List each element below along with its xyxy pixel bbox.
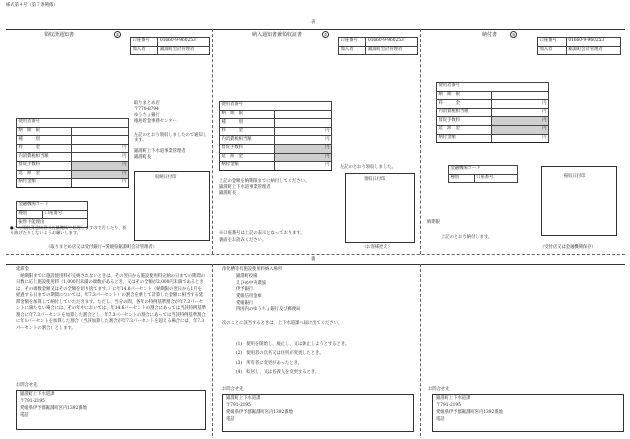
- yen-unit: 円: [72, 170, 129, 179]
- sheet2-back-note-2: 裏面をお読みください。: [219, 238, 267, 243]
- front-top-border: [6, 29, 625, 30]
- account-number: 01660-9-960253: [366, 38, 418, 47]
- inquiry-label-3: お問合せ先: [428, 387, 450, 392]
- account-label: 口座番号: [339, 38, 366, 47]
- row-label: 督促手数料: [17, 161, 72, 170]
- late-title: 延滞金: [16, 267, 29, 272]
- postal: 〒791-2195: [436, 402, 461, 408]
- account-label: 口座番号: [131, 38, 158, 47]
- sheet2-stamp-label: 領収日付印: [364, 177, 386, 182]
- sheet1-stamp-label: 収納日付印: [155, 175, 177, 180]
- pay-places-list: [236, 274, 300, 314]
- row-label: 納 期 限: [17, 127, 72, 136]
- address: 愛媛県伊予郡鋸淵町宮内1392番地: [20, 405, 87, 411]
- sheet1-stamp-box: [134, 171, 210, 241]
- dept: 鋸淵町上下水道課: [436, 396, 471, 401]
- sheet2-stamp-box: [345, 173, 415, 243]
- sheet2-seal: ②: [323, 32, 328, 37]
- tel: 電話: [226, 416, 235, 422]
- row-label: 納 期 限: [437, 91, 492, 100]
- account-number: 01660-9-960253: [158, 38, 210, 47]
- sheet3-seal: ③: [511, 32, 516, 37]
- holder-label: 加入者: [538, 46, 567, 55]
- holder-number-label: 口座番号: [43, 210, 88, 219]
- row-label: 督促手数料: [220, 144, 275, 153]
- row-label: 延 滞 金: [220, 153, 275, 162]
- yen-unit: 円: [275, 153, 332, 162]
- sheet2-notice: 上記の金額を納期限までに納付してください。: [219, 179, 310, 184]
- row-label: 延 滞 金: [437, 125, 492, 134]
- center-postal: 〒770-8794: [134, 107, 159, 112]
- back-top-border: [6, 264, 625, 265]
- sheet2-title: 納入通知書兼領収証書: [252, 32, 303, 38]
- yen-unit: 円: [275, 136, 332, 145]
- bank-code-label: 金融機関コード: [17, 202, 88, 211]
- sheet3-pay-note: 上記のとおり納付します。: [441, 235, 493, 240]
- pay-title: 浄化槽等有施設使用料納入場所: [222, 267, 283, 272]
- sheet2-addressee-1: 鋸淵町上下水道事業管理者: [219, 185, 271, 190]
- sheet2-back-note: ※口座番号は上記の表示となっております。: [219, 231, 305, 236]
- sheet1-amount-table: [16, 118, 129, 188]
- row-label: 料 金: [220, 127, 275, 136]
- row-label: 延 滞 金: [17, 170, 72, 179]
- row-label: 料 金: [437, 100, 492, 109]
- user-number-label: 使用者番号: [437, 83, 549, 92]
- yen-unit: 円: [72, 144, 129, 153]
- row-label: 納付金額: [17, 179, 72, 188]
- pay-place: えひめ中央農協: [236, 280, 267, 286]
- row-label: 料 金: [17, 144, 72, 153]
- inquiry-label-1: お問合せ先: [16, 383, 38, 388]
- row-label: 納 期 限: [220, 110, 275, 119]
- sheet3-stamp-label: 振収日付印: [564, 174, 586, 179]
- sheet3-amount-table: [436, 82, 549, 143]
- account-label: 口座番号: [538, 38, 567, 47]
- center-bank: ゆうちょ銀行: [134, 113, 160, 118]
- inquiry-text-3: [436, 396, 503, 424]
- change-title: 次のことに該当するときは、上下水道課へ届け出てください。: [222, 321, 343, 326]
- yen-unit: 円: [492, 100, 549, 109]
- address: 愛媛県伊予郡鋸淵町宮内1392番地: [226, 409, 293, 415]
- sheet2-amount-table: [219, 101, 332, 171]
- change-item: (3) 所有者に変更があったとき。: [236, 360, 303, 366]
- row-label: 内消費税相当額: [220, 136, 275, 145]
- account-number: 01660-9-960253: [566, 38, 620, 47]
- yen-unit: 円: [492, 108, 549, 117]
- tel: 電話: [436, 416, 445, 422]
- sheet3-stub-label: （受付店又は金融機関保存）: [540, 245, 596, 250]
- pay-place: 四国内のゆうちょ銀行及び郵便局: [236, 307, 301, 313]
- row-label: 内消費税相当額: [17, 153, 72, 162]
- yen-unit: 円: [275, 162, 332, 171]
- user-number-label: 使用者番号: [17, 119, 129, 128]
- inquiry-text-1: [20, 392, 87, 420]
- front-label: 表: [311, 20, 316, 25]
- yen-unit: 円: [72, 153, 129, 162]
- pay-place: 伊予銀行: [236, 287, 254, 293]
- addressee-2: 鋸淵町長: [134, 155, 152, 160]
- pay-place: 鋸淵町役場: [236, 274, 258, 279]
- addressee-1: 鋸淵町上下水道事業管理者: [134, 149, 186, 154]
- sheet2-account-table: [338, 37, 418, 55]
- dept: 鋸淵町上下水道課: [20, 392, 55, 397]
- sheet1-title: 領収済通知書: [44, 32, 75, 38]
- kind-label: 種別: [17, 210, 43, 219]
- postal: 〒791-2195: [226, 402, 251, 408]
- sheet2-addressee-2: 鋸淵町長: [219, 191, 237, 196]
- sheet3-account-table: [537, 37, 621, 55]
- holder-number-label: 口座番号: [474, 174, 517, 183]
- yen-unit: 円: [492, 117, 549, 126]
- yen-unit: 円: [72, 179, 129, 188]
- row-label: 督促手数料: [437, 117, 492, 126]
- holder-name: 鋸淵町会計管理者: [566, 46, 620, 55]
- tel: 電話: [20, 412, 29, 418]
- yen-unit: 円: [492, 125, 549, 134]
- sheet-divider-1: [212, 29, 213, 254]
- holder-label: 加入者: [131, 46, 158, 55]
- sheet2-received: 左記のとおり領収しました。: [340, 165, 396, 170]
- row-label: 種 別: [17, 136, 72, 145]
- sheet1-account-table: [130, 37, 210, 55]
- pay-place: 愛媛信用金庫: [236, 293, 262, 299]
- front-bottom-border: [6, 254, 625, 255]
- holder-name: 鋸淵町会計管理者: [158, 46, 210, 55]
- back-label: 裏: [311, 257, 316, 262]
- back-divider-1: [212, 264, 213, 436]
- back-divider-2: [420, 264, 421, 436]
- postal: 〒791-2195: [20, 398, 45, 404]
- yen-unit: 円: [492, 134, 549, 143]
- row-label: 納付金額: [220, 162, 275, 171]
- row-label: 内消費税相当額: [437, 108, 492, 117]
- holder-label: 加入者: [339, 46, 366, 55]
- pay-place: 愛媛銀行: [236, 300, 254, 306]
- row-label: 納付金額: [437, 134, 492, 143]
- form-number: 様式第４号（第７条関係）: [6, 3, 58, 8]
- change-item: (4) 転居し、又は名義人を変更するとき。: [236, 370, 320, 376]
- change-list: [236, 340, 349, 378]
- center-name: 徳島貯金事務センター: [134, 119, 177, 124]
- sheet-divider-2: [420, 29, 421, 254]
- yen-unit: 円: [72, 161, 129, 170]
- address: 愛媛県伊予郡鋸淵町宮内1392番地: [436, 409, 503, 415]
- change-item: (2) 使用者の氏名又は住所が変更したとき。: [236, 351, 324, 357]
- receipt-note: 左記のとおり領収しましたので通知します。: [134, 133, 208, 143]
- kind-label: 種別: [449, 174, 475, 183]
- sheet1-seal: ①: [115, 32, 120, 37]
- sheet3-bank-table: [448, 165, 518, 183]
- yen-unit: 円: [275, 144, 332, 153]
- dept: 鋸淵町上下水道課: [226, 396, 261, 401]
- account-type-label: 振替不能理由: [17, 219, 88, 228]
- sheet2-customer-label: （お客様控え）: [362, 245, 393, 250]
- inquiry-text-2: [226, 396, 293, 424]
- late-text: 納期限までに施設使用料が完納されないときは、その翌日から施設使用料完納の日までの期間の日数に応じ施設使用料（1,000円未満の端数があるとき、又はその全額が2,000円未満であるときは、その端数金額又はその全額を切り捨てます。）に年14.6パーセント（納期限の翌日から1月を経過する日までの期間については、年7.3パーセント）の割合を乗じて計算した金額に相当する延滞金額を加算して納付していただきます。ただし、当分の間、各年の特例基準割合が年7.3パーセントに満たない場合には、その年中においては、年14.6パーセントの割合にあっては当該特例基準割合に年7.3パーセントを加算した割合とし、年7.3パーセントの割合にあっては当該特例基準割合に年1パーセントを加算した割合（当該加算した割合が年7.3パーセントを超える場合には、年7.3パーセントの割合）とします。: [16, 274, 206, 331]
- row-label: 種 別: [220, 119, 275, 128]
- sheet1-stub-label: （取りまとめ店又は受付銀行→愛媛県鋸淵町会計管理者）: [46, 245, 158, 250]
- bank-code-label: 金融機関コード: [449, 166, 518, 175]
- user-number-label: 使用者番号: [220, 102, 332, 111]
- holder-name: 鋸淵町会計管理者: [366, 46, 418, 55]
- sheet1-bank-table: [16, 201, 88, 228]
- sheet3-payer-label: 納期限: [427, 220, 440, 225]
- sheet3-title: 納付書: [482, 32, 498, 38]
- inquiry-label-2: お問合せ先: [222, 387, 244, 392]
- sheet1-note: ●この領収済通知書は店舗機械で処理しますので汚したり、折り曲げたりしないようお願いします。: [10, 225, 127, 235]
- center-label: 取りまとめ店: [134, 101, 160, 106]
- yen-unit: 円: [275, 127, 332, 136]
- change-item: (1) 使用を開始し、廃止し、又は休止しようとするとき。: [236, 342, 350, 347]
